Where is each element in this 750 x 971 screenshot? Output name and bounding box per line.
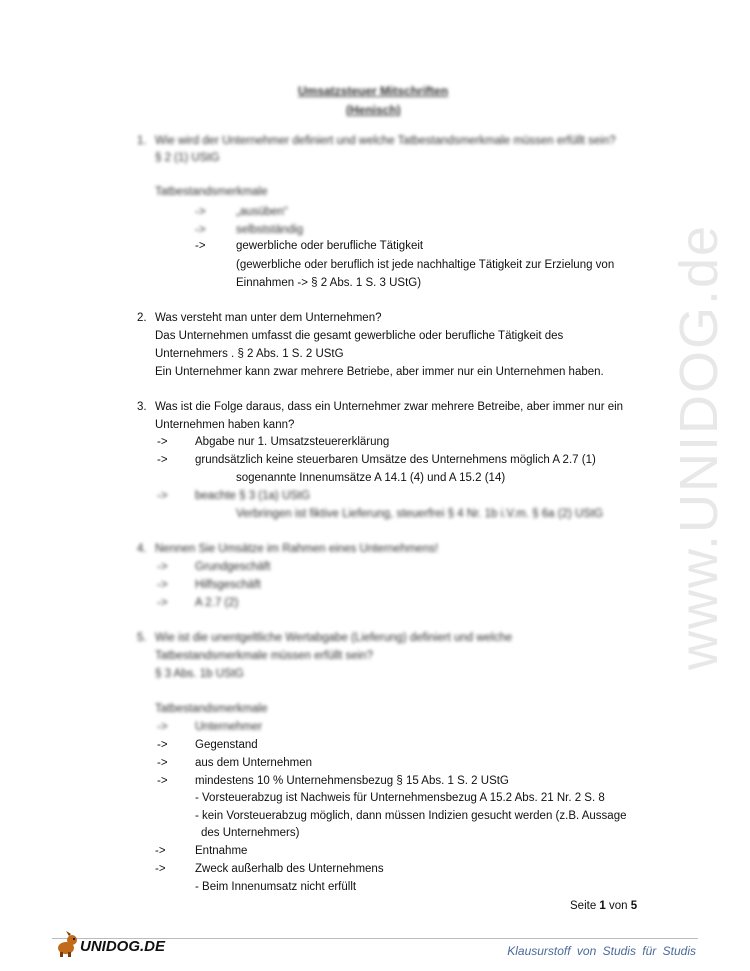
q5-sub-item: - Vorsteuerabzug ist Nachweis für Unternehmensbezug A 15.2 Abs. 21 Nr. 2 S. 8 bbox=[195, 792, 605, 804]
q5-item: mindestens 10 % Unternehmensbezug § 15 Abs. 1 S. 2 UStG bbox=[195, 775, 509, 787]
q5-item: Gegenstand bbox=[195, 739, 258, 751]
q3-item: grundsätzlich keine steuerbaren Umsätze des Unternehmens möglich A 2.7 (1) bbox=[195, 454, 596, 466]
q5-sub-item: - Beim Innenumsatz nicht erfüllt bbox=[195, 881, 357, 893]
page-number: Seite 1 von 5 bbox=[570, 900, 638, 912]
q4-item: A 2.7 (2) bbox=[195, 597, 239, 609]
q1-arrow: -> bbox=[195, 240, 206, 252]
q4-number: 4. bbox=[137, 543, 147, 555]
q3-sub-item: Verbringen ist fiktive Lieferung, steuerfrei § 4 Nr. 1b i.V.m. § 6a (2) UStG bbox=[236, 508, 604, 520]
q4-arrow: -> bbox=[157, 579, 168, 591]
q4-arrow: -> bbox=[157, 561, 168, 573]
q1-item: gewerbliche oder berufliche Tätigkeit bbox=[236, 240, 424, 252]
q1-arrow: -> bbox=[195, 206, 206, 218]
q1-question: Wie wird der Unternehmer definiert und welche Tatbestandsmerkmale müssen erfüllt sein? bbox=[155, 135, 616, 147]
q2-answer-line: Unternehmers . § 2 Abs. 1 S. 2 UStG bbox=[155, 348, 344, 360]
q3-item: Abgabe nur 1. Umsatzsteuererklärung bbox=[195, 436, 390, 448]
q1-note-line-1: (gewerbliche oder beruflich ist jede nachhaltige Tätigkeit zur Erzielung von bbox=[236, 259, 615, 271]
q5-arrow: -> bbox=[155, 845, 166, 857]
q3-item: beachte § 3 (1a) UStG bbox=[195, 490, 311, 502]
q4-question: Nennen Sie Umsätze im Rahmen eines Unternehmens! bbox=[155, 543, 439, 555]
q5-reference: § 3 Abs. 1b UStG bbox=[155, 668, 244, 680]
q3-question: Was ist die Folge daraus, dass ein Unternehmer zwar mehrere Betreibe, aber immer nur ein bbox=[155, 401, 624, 413]
q1-reference: § 2 (1) UStG bbox=[155, 152, 220, 164]
q1-number: 1. bbox=[137, 135, 147, 147]
q5-label: Tatbestandsmerkmale bbox=[155, 703, 268, 715]
q3-sub-item: sogenannte Innenumsätze A 14.1 (4) und A 15.2 (14) bbox=[236, 472, 506, 484]
q5-arrow: -> bbox=[155, 863, 166, 875]
q3-arrow: -> bbox=[157, 490, 168, 502]
q2-question: Was versteht man unter dem Unternehmen? bbox=[155, 312, 382, 324]
q5-arrow: -> bbox=[157, 775, 168, 787]
q4-item: Grundgeschäft bbox=[195, 561, 271, 573]
footer-tagline: Klausurstoff von Studis für Studis bbox=[507, 944, 696, 958]
q3-question-cont: Unternehmen haben kann? bbox=[155, 419, 295, 431]
q4-arrow: -> bbox=[157, 597, 168, 609]
q3-arrow: -> bbox=[157, 454, 168, 466]
title-line-1: Umsatzsteuer Mitschriften bbox=[298, 84, 449, 98]
logo-text: UNIDOG.DE bbox=[80, 938, 166, 955]
q1-arrow: -> bbox=[195, 224, 206, 236]
q5-question: Wie ist die unentgeltliche Wertabgabe (Lieferung) definiert und welche bbox=[155, 632, 513, 644]
q1-item: „ausüben“ bbox=[236, 206, 288, 218]
q5-item: Unternehmer bbox=[195, 721, 263, 733]
q5-item: Zweck außerhalb des Unternehmens bbox=[195, 863, 384, 875]
q5-sub-item-cont: des Unternehmers) bbox=[201, 827, 300, 839]
q5-question-cont: Tatbestandsmerkmale müssen erfüllt sein? bbox=[155, 650, 373, 662]
q5-item: Entnahme bbox=[195, 845, 248, 857]
q1-label: Tatbestandsmerkmale bbox=[155, 186, 268, 198]
q3-arrow: -> bbox=[157, 436, 168, 448]
q2-number: 2. bbox=[137, 312, 147, 324]
q5-number: 5. bbox=[137, 632, 147, 644]
title-line-2: (Henisch) bbox=[346, 103, 401, 117]
q2-answer-line: Ein Unternehmer kann zwar mehrere Betriebe, aber immer nur ein Unternehmen haben. bbox=[155, 366, 604, 378]
q2-answer-line: Das Unternehmen umfasst die gesamt gewerbliche oder berufliche Tätigkeit des bbox=[155, 330, 564, 342]
q5-arrow: -> bbox=[157, 721, 168, 733]
q5-item: aus dem Unternehmen bbox=[195, 757, 312, 769]
unidog-logo bbox=[52, 928, 172, 960]
watermark: www.UNIDOG.de bbox=[669, 223, 729, 670]
q1-item: selbstständig bbox=[236, 224, 304, 236]
q4-item: Hilfsgeschäft bbox=[195, 579, 261, 591]
q3-number: 3. bbox=[137, 401, 147, 413]
q1-note-line-2: Einnahmen -> § 2 Abs. 1 S. 3 UStG) bbox=[236, 277, 422, 289]
q5-arrow: -> bbox=[157, 739, 168, 751]
q5-sub-item: - kein Vorsteuerabzug möglich, dann müssen Indizien gesucht werden (z.B. Aussage bbox=[195, 810, 627, 822]
q5-arrow: -> bbox=[157, 757, 168, 769]
